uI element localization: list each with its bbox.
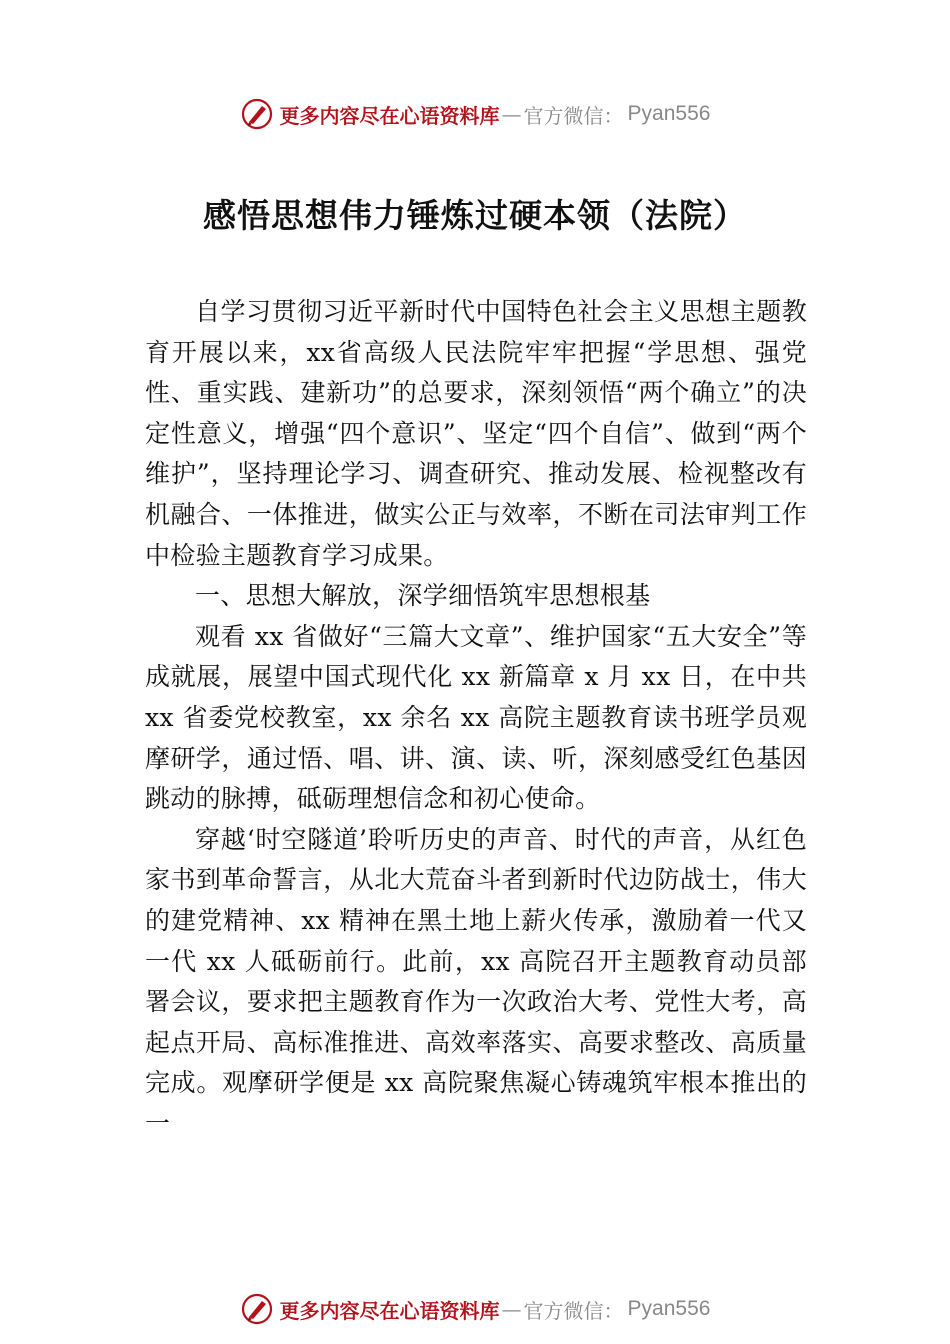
- footer-banner: [0, 1289, 950, 1329]
- paragraph-intro: 自学习贯彻习近平新时代中国特色社会主义思想主题教育开展以来，xx省高级人民法院牢牢把握“学思想、强党性、重实践、建新功”的总要求，深刻领悟“两个确立”的决定性意义，增强“四个意识”、坚定“四个自信”、做到“两个维护”，坚持理论学习、调查研究、推动发展、检视整改有机融合、一体推进，做实公正与效率，不断在司法审判工作中检验主题教育学习成果。: [145, 297, 807, 570]
- footer-account: Pyan556: [627, 1297, 711, 1320]
- section-heading-1: 一、思想大解放，深学细悟筑牢思想根基: [195, 581, 651, 611]
- banner-separator: —: [501, 102, 522, 126]
- banner-wechat-label: 官方微信：: [523, 103, 624, 128]
- banner-brand: 更多内容尽在心语资料库: [279, 103, 500, 128]
- footer-wechat-label: 官方微信：: [523, 1298, 624, 1323]
- document-title: 感悟思想伟力锤炼过硬本领（法院）: [203, 196, 747, 235]
- pen-logo-icon: [240, 1292, 274, 1326]
- pen-logo-icon: [240, 97, 274, 131]
- banner-account: Pyan556: [627, 102, 711, 125]
- header-banner: [0, 94, 950, 134]
- paragraph-3: 穿越‘时空隧道’聆听历史的声音、时代的声音，从红色家书到革命誓言，从北大荒奋斗者到新时代边防战士，伟大的建党精神、xx 精神在黑土地上薪火传承，激励着一代又一代 xx 人砥砺前行。此前，xx 高院召开主题教育动员部署会议，要求把主题教育作为一次政治大考、党性大考，高起点开局、高标准推进、高效率落实、高要求整改、高质量完成。观摩研学便是 xx 高院聚焦凝心铸魂筑牢根本推出的一: [145, 824, 807, 1138]
- footer-separator: —: [501, 1297, 522, 1321]
- paragraph-2: 观看 xx 省做好“三篇大文章”、维护国家“五大安全”等成就展，展望中国式现代化 xx 新篇章 x 月 xx 日，在中共 xx 省委党校教室，xx 余名 xx 高院主题教育读书班学员观摩研学，通过悟、唱、讲、演、读、听，深刻感受红色基因跳动的脉搏，砥砺理想信念和初心使命。: [145, 621, 807, 814]
- document-body: [145, 292, 807, 1144]
- footer-brand: 更多内容尽在心语资料库: [279, 1298, 500, 1323]
